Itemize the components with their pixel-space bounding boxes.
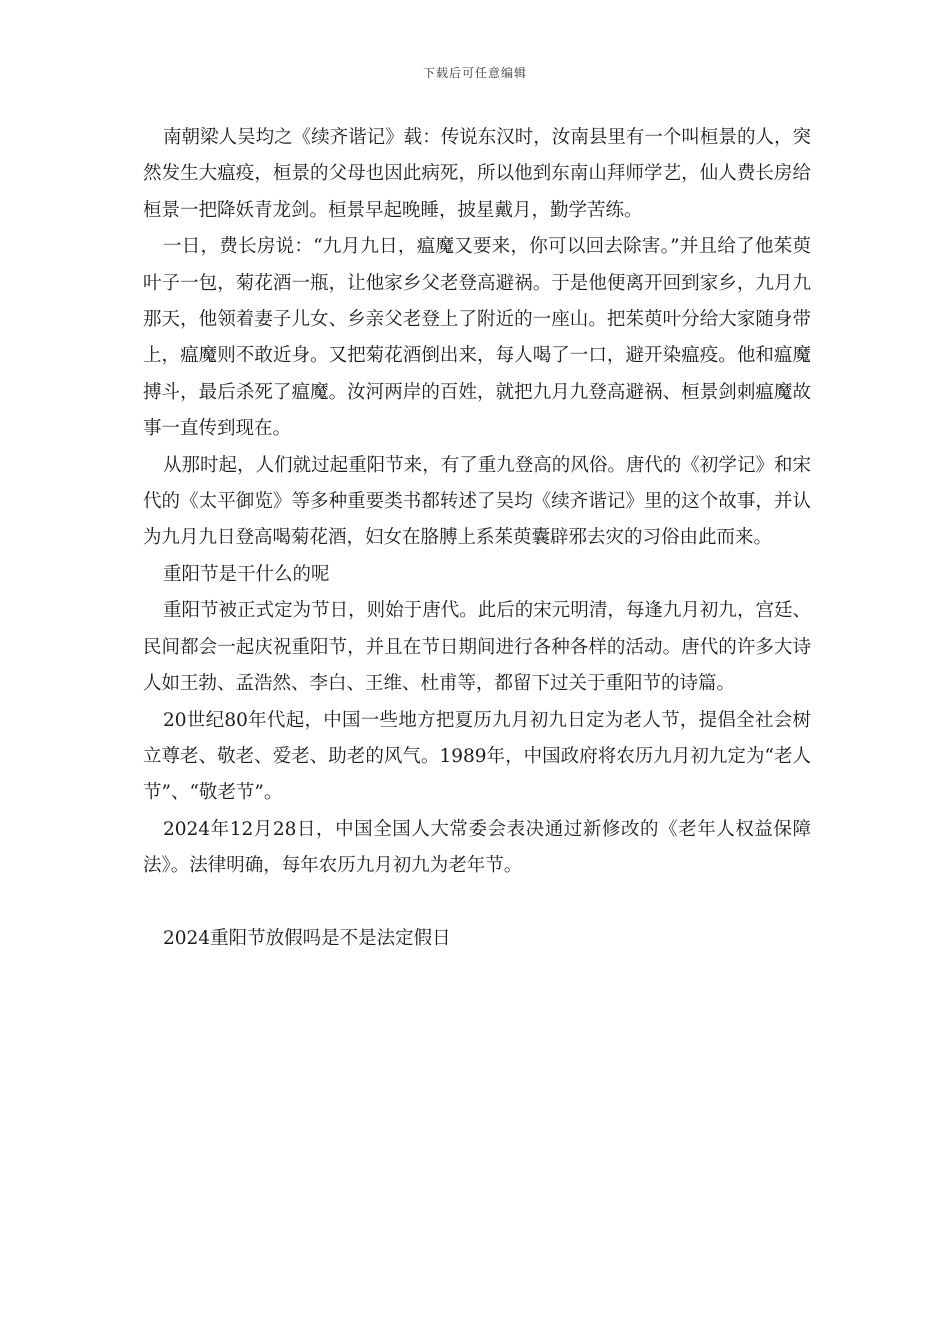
- document-body: [143, 120, 811, 957]
- paragraph-tang-dynasty: 重阳节被正式定为节日，则始于唐代。此后的宋元明清，每逢九月初九，宫廷、民间都会一起庆祝重阳节，并且在节日期间进行各种各样的活动。唐代的许多大诗人如王勃、孟浩然、李白、王维、杜甫等，都留下过关于重阳节的诗篇。: [143, 600, 811, 695]
- paragraph-legend-story: 一日，费长房说：“九月九日，瘟魔又要来，你可以回去除害。”并且给了他茱萸叶子一包，菊花酒一瓶，让他家乡父老登高避祸。于是他便离开回到家乡，九月九那天，他领着妻子儿女、乡亲父老登上了附近的一座山。把茱萸叶分给大家随身带上，瘟魔则不敢近身。又把菊花酒倒出来，每人喝了一口，避开染瘟疫。他和瘟魔搏斗，最后杀死了瘟魔。汝河两岸的百姓，就把九月九登高避祸、桓景剑刺瘟魔故事一直传到现在。: [143, 236, 811, 440]
- paragraph-elders-day: 20世纪80年代起，中国一些地方把夏历九月初九日定为老人节，提倡全社会树立尊老、敬老、爱老、助老的风气。1989年，中国政府将农历九月初九定为“老人节”、“敬老节”。: [143, 709, 811, 804]
- section-heading-holiday: 2024重阳节放假吗是不是法定假日: [163, 927, 451, 949]
- page-header-note: 下载后可任意编辑: [422, 66, 527, 80]
- paragraph-legend-origin: 南朝梁人吴均之《续齐谐记》载：传说东汉时，汝南县里有一个叫桓景的人，突然发生大瘟疫，桓景的父母也因此病死，所以他到东南山拜师学艺，仙人费长房给桓景一把降妖青龙剑。桓景早起晚睡，披星戴月，勤学苦练。: [143, 127, 811, 221]
- section-heading-what-is: 重阳节是干什么的呢: [163, 563, 330, 585]
- paragraph-law: 2024年12月28日，中国全国人大常委会表决通过新修改的《老年人权益保障法》。法律明确，每年农历九月初九为老年节。: [143, 818, 811, 877]
- paragraph-custom-history: 从那时起，人们就过起重阳节来，有了重九登高的风俗。唐代的《初学记》和宋代的《太平御览》等多种重要类书都转述了吴均《续齐谐记》里的这个故事，并认为九月九日登高喝菊花酒，妇女在胳膊上系茱萸囊辟邪去灾的习俗由此而来。: [143, 454, 811, 549]
